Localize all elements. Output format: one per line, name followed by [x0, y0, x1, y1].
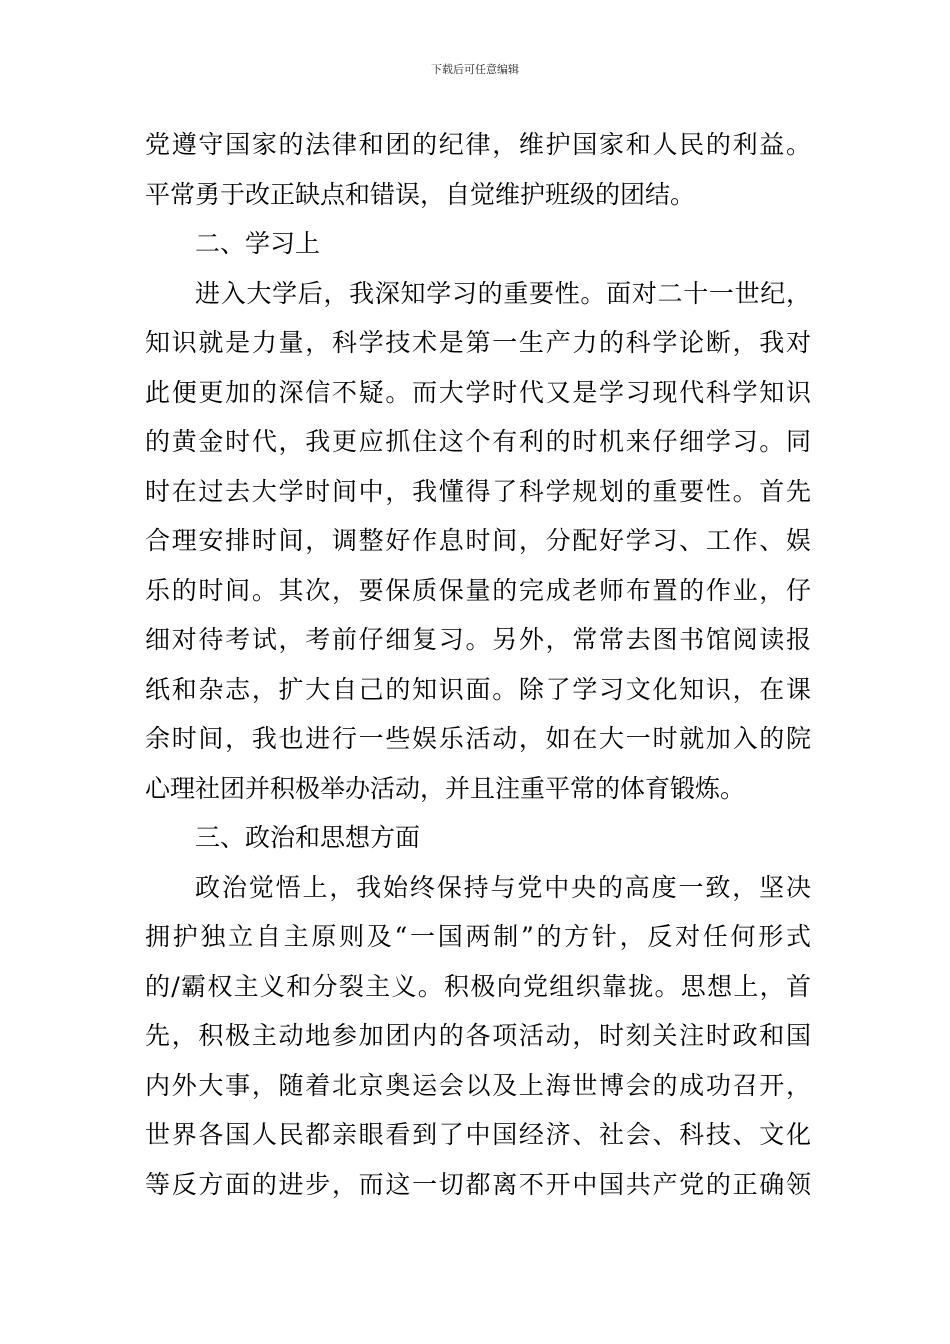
text-line: 政治觉悟上，我始终保持与党中央的高度一致，坚决 — [195, 872, 811, 902]
text-line: 世界各国人民都亲眼看到了中国经济、社会、科技、文化 — [145, 1120, 811, 1149]
text-line: 心理社团并积极举办活动，并且注重平常的体育锻炼。 — [145, 773, 746, 803]
text-line: 知识就是力量，科学技术是第一生产力的科学论断，我对 — [145, 328, 811, 357]
text-line: 的黄金时代，我更应抓住这个有利的时机来仔细学习。同 — [145, 427, 811, 456]
text-line: 内外大事，随着北京奥运会以及上海世博会的成功召开， — [145, 1070, 811, 1100]
text-line: 进入大学后，我深知学习的重要性。面对二十一世纪， — [195, 278, 811, 308]
text-line: 余时间，我也进行一些娱乐活动，如在大一时就加入的院 — [145, 724, 811, 753]
page-header: 下载后可任意编辑 — [431, 63, 519, 76]
section-heading: 三、政治和思想方面 — [195, 823, 421, 852]
text-line: 乐的时间。其次，要保质保量的完成老师布置的作业，仔 — [145, 575, 811, 605]
text-line: 合理安排时间，调整好作息时间，分配好学习、工作、娱 — [145, 526, 811, 555]
text-line: 拥护独立自主原则及“一国两制”的方针，反对任何形式 — [145, 922, 811, 951]
body-text — [145, 120, 811, 1209]
section-heading: 二、学习上 — [195, 229, 321, 258]
text-line: 平常勇于改正缺点和错误，自觉维护班级的团结。 — [145, 179, 696, 209]
text-line: 纸和杂志，扩大自己的知识面。除了学习文化知识，在课 — [145, 674, 811, 704]
text-line: 党遵守国家的法律和团的纪律，维护国家和人民的利益。 — [145, 130, 811, 159]
text-line: 时在过去大学时间中，我懂得了科学规划的重要性。首先 — [145, 476, 811, 506]
text-line: 先，积极主动地参加团内的各项活动，时刻关注时政和国 — [145, 1021, 811, 1050]
text-line: 此便更加的深信不疑。而大学时代又是学习现代科学知识 — [145, 377, 811, 407]
text-line: 细对待考试，考前仔细复习。另外，常常去图书馆阅读报 — [145, 625, 811, 654]
text-line: 的/霸权主义和分裂主义。积极向党组织靠拢。思想上，首 — [145, 971, 811, 1001]
text-line: 等反方面的进步，而这一切都离不开中国共产党的正确领 — [145, 1169, 811, 1199]
